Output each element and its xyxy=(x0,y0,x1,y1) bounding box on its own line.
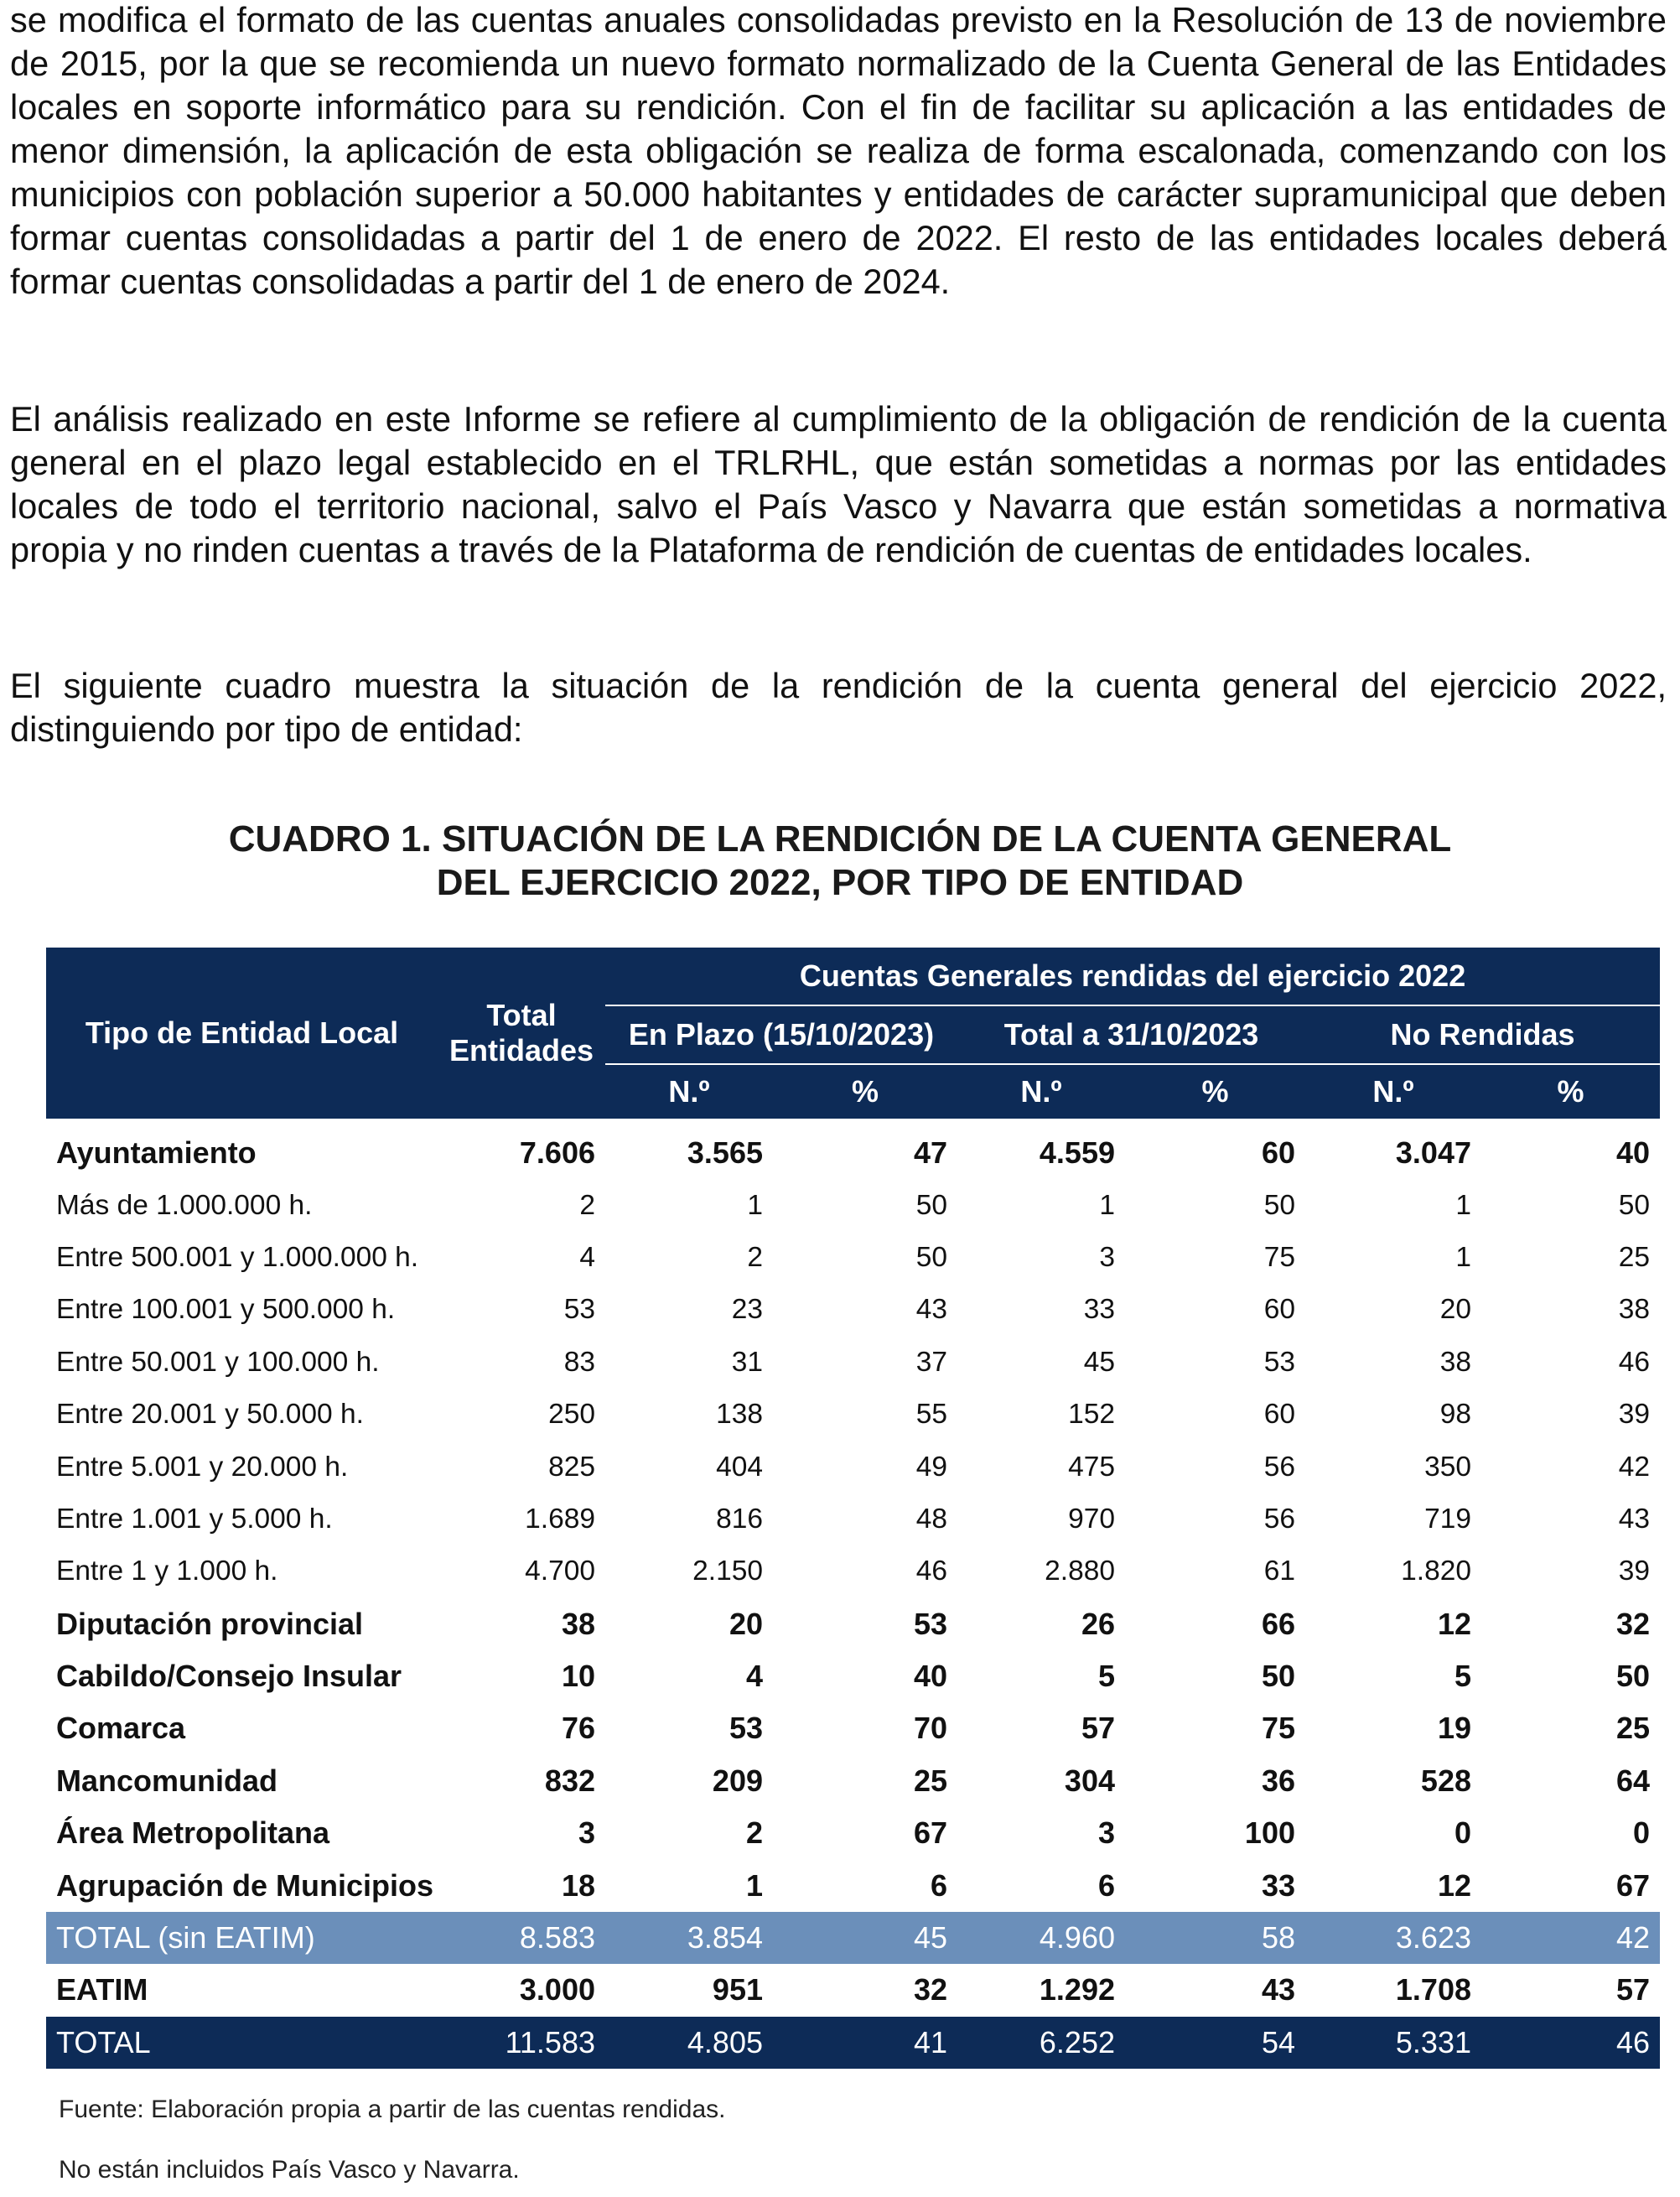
cell-no-rendidas-pct: 25 xyxy=(1616,1711,1651,1746)
cell-total-a-pct: 60 xyxy=(1263,1399,1295,1431)
cell-en-plazo-n: 31 xyxy=(731,1346,763,1378)
cell-en-plazo-pct: 41 xyxy=(773,2017,957,2069)
cell-no-rendidas-n: 20 xyxy=(1439,1294,1471,1326)
cell-no-rendidas-pct: 43 xyxy=(1618,1503,1651,1535)
header-total-line1: Total xyxy=(486,998,557,1032)
cell-total-a-n: 304 xyxy=(1064,1763,1115,1798)
cell-en-plazo-pct: 47 xyxy=(913,1135,947,1171)
cell-total-a-n: 3 xyxy=(1099,1241,1115,1273)
cell-no-rendidas-n: 1.820 xyxy=(1401,1556,1471,1587)
cell-no-rendidas-n: 1 xyxy=(1455,1241,1471,1273)
cell-total-a-n: 475 xyxy=(1068,1451,1115,1483)
header-n-no-rendidas: N.º xyxy=(1305,1064,1481,1119)
cell-total-entidades: 38 xyxy=(561,1606,595,1641)
paragraph-1: se modifica el formato de las cuentas anuales consolidadas previsto en la Resolución de 13 de noviembre de 2015, por la que se recomienda un nuevo formato normalizado de la Cuenta General de las Entidades locales en soporte informático para su rendición. Con el fin de facilitar su aplicación a las entidades de menor dimensión, la aplicación de esta obligación se realiza de forma escalonada, comenzando con los municipios con población superior a 50.000 habitantes y entidades de carácter supramunicipal que deben formar cuentas consolidadas a partir del 1 de enero de 2022. El resto de las entidades locales deberá formar cuentas consolidadas a partir del 1 de enero de 2024. xyxy=(10,0,1667,301)
row-label: TOTAL xyxy=(46,2017,438,2069)
cell-total-a-n: 4.960 xyxy=(957,1912,1125,1964)
cell-no-rendidas-n: 12 xyxy=(1437,1867,1471,1903)
table-row xyxy=(46,1598,1660,1650)
cell-en-plazo-pct: 50 xyxy=(915,1241,947,1273)
cell-total-a-pct: 56 xyxy=(1263,1503,1295,1535)
cell-total-a-pct: 53 xyxy=(1263,1346,1295,1378)
cell-total-a-pct: 50 xyxy=(1263,1189,1295,1221)
row-label: Ayuntamiento xyxy=(56,1135,257,1171)
cell-no-rendidas-n: 3.047 xyxy=(1395,1135,1471,1171)
cell-en-plazo-n: 3.854 xyxy=(605,1912,773,1964)
cell-en-plazo-n: 1 xyxy=(747,1189,763,1221)
row-label: Entre 50.001 y 100.000 h. xyxy=(56,1346,380,1378)
cell-total-entidades: 11.583 xyxy=(438,2017,605,2069)
cell-en-plazo-n: 138 xyxy=(716,1399,763,1431)
cell-total-a-n: 2.880 xyxy=(1045,1556,1115,1587)
header-pct-total-a: % xyxy=(1125,1064,1305,1119)
cell-total-a-pct: 50 xyxy=(1261,1659,1295,1694)
table-row xyxy=(46,1545,1660,1597)
cell-no-rendidas-pct: 42 xyxy=(1618,1451,1651,1483)
cell-en-plazo-pct: 67 xyxy=(913,1815,947,1851)
header-total-entidades xyxy=(438,948,605,1119)
header-total-a: Total a 31/10/2023 xyxy=(957,1005,1305,1064)
cell-no-rendidas-n: 1 xyxy=(1455,1189,1471,1221)
cell-total-entidades: 2 xyxy=(579,1189,595,1221)
cell-en-plazo-n: 23 xyxy=(731,1294,763,1326)
cell-en-plazo-pct: 50 xyxy=(915,1189,947,1221)
cell-en-plazo-n: 53 xyxy=(729,1711,763,1746)
table-row xyxy=(46,1337,1660,1389)
cell-total-entidades: 10 xyxy=(561,1659,595,1694)
cell-total-a-pct: 60 xyxy=(1263,1294,1295,1326)
cell-total-entidades: 3 xyxy=(578,1815,595,1851)
cell-total-a-pct: 43 xyxy=(1261,1972,1295,2007)
cell-total-entidades: 3.000 xyxy=(519,1972,595,2007)
cell-total-entidades: 4.700 xyxy=(525,1556,595,1587)
table-row xyxy=(46,1179,1660,1231)
cell-en-plazo-pct: 43 xyxy=(915,1294,947,1326)
cell-no-rendidas-n: 719 xyxy=(1424,1503,1471,1535)
table-row xyxy=(46,1119,1660,1179)
table-row xyxy=(46,2017,1660,2069)
cell-en-plazo-n: 2 xyxy=(747,1241,763,1273)
cell-total-a-n: 1 xyxy=(1099,1189,1115,1221)
cell-total-a-pct: 75 xyxy=(1263,1241,1295,1273)
cell-no-rendidas-n: 38 xyxy=(1439,1346,1471,1378)
cell-total-a-n: 970 xyxy=(1068,1503,1115,1535)
cell-total-a-n: 45 xyxy=(1083,1346,1115,1378)
row-label: Entre 100.001 y 500.000 h. xyxy=(56,1294,396,1326)
cell-no-rendidas-n: 528 xyxy=(1420,1763,1471,1798)
cell-no-rendidas-pct: 32 xyxy=(1616,1606,1651,1641)
table-row xyxy=(46,1859,1660,1911)
cell-total-entidades: 7.606 xyxy=(519,1135,595,1171)
table-row xyxy=(46,1493,1660,1545)
row-label: Entre 20.001 y 50.000 h. xyxy=(56,1399,364,1431)
row-label: Cabildo/Consejo Insular xyxy=(56,1659,402,1694)
cell-no-rendidas-pct: 0 xyxy=(1633,1815,1651,1851)
cell-en-plazo-n: 1 xyxy=(745,1867,763,1903)
cell-total-entidades: 83 xyxy=(563,1346,595,1378)
cell-no-rendidas-pct: 40 xyxy=(1616,1135,1651,1171)
cell-en-plazo-pct: 40 xyxy=(913,1659,947,1694)
table-row xyxy=(46,1702,1660,1754)
cell-total-a-n: 33 xyxy=(1083,1294,1115,1326)
table-row xyxy=(46,1807,1660,1859)
header-no-rendidas: No Rendidas xyxy=(1305,1005,1660,1064)
cell-total-entidades: 76 xyxy=(561,1711,595,1746)
cell-total-a-n: 4.559 xyxy=(1039,1135,1115,1171)
cell-no-rendidas-pct: 42 xyxy=(1481,1912,1660,1964)
cell-total-a-pct: 54 xyxy=(1125,2017,1305,2069)
cell-en-plazo-n: 4.805 xyxy=(605,2017,773,2069)
paragraph-3: El siguiente cuadro muestra la situación de la rendición de la cuenta general del ejercicio 2022, distinguiendo por tipo de entidad: xyxy=(10,666,1667,749)
cell-en-plazo-pct: 37 xyxy=(915,1346,947,1378)
cell-en-plazo-pct: 6 xyxy=(930,1867,947,1903)
cell-en-plazo-pct: 45 xyxy=(773,1912,957,1964)
cell-en-plazo-pct: 55 xyxy=(915,1399,947,1431)
table-row xyxy=(46,1912,1660,1964)
cell-no-rendidas-pct: 39 xyxy=(1618,1556,1651,1587)
cell-total-a-n: 6 xyxy=(1097,1867,1115,1903)
cell-no-rendidas-n: 12 xyxy=(1437,1606,1471,1641)
cell-total-a-pct: 60 xyxy=(1261,1135,1295,1171)
cell-en-plazo-n: 2 xyxy=(745,1815,763,1851)
row-label: Diputación provincial xyxy=(56,1606,364,1641)
cell-no-rendidas-pct: 57 xyxy=(1616,1972,1651,2007)
cell-no-rendidas-pct: 39 xyxy=(1618,1399,1651,1431)
table-row xyxy=(46,1441,1660,1493)
cell-no-rendidas-pct: 50 xyxy=(1618,1189,1651,1221)
header-pct-en-plazo: % xyxy=(773,1064,957,1119)
table-row xyxy=(46,1389,1660,1441)
header-total-line2: Entidades xyxy=(449,1033,594,1067)
cell-no-rendidas-n: 3.623 xyxy=(1305,1912,1481,1964)
cell-no-rendidas-n: 1.708 xyxy=(1395,1972,1471,2007)
cell-total-entidades: 18 xyxy=(561,1867,595,1903)
table-row xyxy=(46,1964,1660,2016)
exclusion-note: No están incluidos País Vasco y Navarra. xyxy=(59,2156,520,2184)
cell-total-entidades: 53 xyxy=(563,1294,595,1326)
cell-en-plazo-pct: 25 xyxy=(913,1763,947,1798)
cell-en-plazo-pct: 48 xyxy=(915,1503,947,1535)
row-label: Más de 1.000.000 h. xyxy=(56,1189,313,1221)
cell-no-rendidas-pct: 46 xyxy=(1618,1346,1651,1378)
table-row xyxy=(46,1284,1660,1336)
cell-total-entidades: 1.689 xyxy=(525,1503,595,1535)
cell-en-plazo-pct: 46 xyxy=(915,1556,947,1587)
cell-no-rendidas-n: 98 xyxy=(1439,1399,1471,1431)
cell-no-rendidas-pct: 46 xyxy=(1481,2017,1660,2069)
cell-no-rendidas-pct: 67 xyxy=(1616,1867,1651,1903)
row-label: Entre 1 y 1.000 h. xyxy=(56,1556,278,1587)
table-row xyxy=(46,1232,1660,1284)
cell-total-a-pct: 100 xyxy=(1244,1815,1295,1851)
cell-total-entidades: 250 xyxy=(548,1399,595,1431)
cell-total-a-n: 152 xyxy=(1068,1399,1115,1431)
cell-total-a-n: 5 xyxy=(1097,1659,1115,1694)
table-title xyxy=(0,818,1680,905)
table-title-line-1: CUADRO 1. SITUACIÓN DE LA RENDICIÓN DE LA CUENTA GENERAL xyxy=(228,818,1452,860)
cell-no-rendidas-pct: 25 xyxy=(1618,1241,1651,1273)
header-group: Cuentas Generales rendidas del ejercicio 2022 xyxy=(605,948,1660,1005)
cell-en-plazo-n: 951 xyxy=(712,1972,763,2007)
row-label: TOTAL (sin EATIM) xyxy=(46,1912,438,1964)
cell-no-rendidas-pct: 38 xyxy=(1618,1294,1651,1326)
cell-en-plazo-n: 2.150 xyxy=(692,1556,763,1587)
header-tipo: Tipo de Entidad Local xyxy=(46,948,438,1119)
cell-no-rendidas-pct: 64 xyxy=(1616,1763,1651,1798)
source-note: Fuente: Elaboración propia a partir de las cuentas rendidas. xyxy=(59,2096,726,2123)
cell-en-plazo-n: 3.565 xyxy=(687,1135,763,1171)
table-body xyxy=(46,1119,1660,2069)
row-label: Entre 1.001 y 5.000 h. xyxy=(56,1503,333,1535)
cell-total-a-n: 3 xyxy=(1097,1815,1115,1851)
cell-no-rendidas-pct: 50 xyxy=(1616,1659,1651,1694)
cell-en-plazo-pct: 32 xyxy=(913,1972,947,2007)
cell-total-a-n: 57 xyxy=(1081,1711,1115,1746)
table-row xyxy=(46,1650,1660,1702)
cell-total-entidades: 832 xyxy=(544,1763,595,1798)
cell-en-plazo-pct: 53 xyxy=(913,1606,947,1641)
row-label: Área Metropolitana xyxy=(56,1815,330,1851)
cell-total-entidades: 8.583 xyxy=(438,1912,605,1964)
cell-en-plazo-pct: 70 xyxy=(913,1711,947,1746)
cell-no-rendidas-n: 19 xyxy=(1437,1711,1471,1746)
row-label: EATIM xyxy=(56,1972,148,2007)
cell-total-a-pct: 66 xyxy=(1261,1606,1295,1641)
cell-total-a-n: 6.252 xyxy=(957,2017,1125,2069)
cell-total-a-pct: 75 xyxy=(1261,1711,1295,1746)
table-title-line-2: DEL EJERCICIO 2022, POR TIPO DE ENTIDAD xyxy=(436,862,1244,903)
header-pct-no-rendidas: % xyxy=(1481,1064,1660,1119)
cell-total-a-pct: 56 xyxy=(1263,1451,1295,1483)
header-n-total-a: N.º xyxy=(957,1064,1125,1119)
cell-en-plazo-n: 20 xyxy=(729,1606,763,1641)
cell-total-a-pct: 33 xyxy=(1261,1867,1295,1903)
row-label: Entre 5.001 y 20.000 h. xyxy=(56,1451,349,1483)
cell-total-entidades: 825 xyxy=(548,1451,595,1483)
paragraph-2: El análisis realizado en este Informe se refiere al cumplimiento de la obligación de rendición de la cuenta general en el plazo legal establecido en el TRLRHL, que están sometidas a normas por las entidades locales de todo el territorio nacional, salvo el País Vasco y Navarra que están sometidas a normativa propia y no rinden cuentas a través de la Plataforma de rendición de cuentas de entidades locales. xyxy=(10,399,1667,569)
cell-total-a-n: 26 xyxy=(1081,1606,1115,1641)
cell-total-a-n: 1.292 xyxy=(1039,1972,1115,2007)
cell-total-a-pct: 58 xyxy=(1125,1912,1305,1964)
summary-table xyxy=(46,948,1660,2069)
cell-en-plazo-n: 816 xyxy=(716,1503,763,1535)
cell-en-plazo-n: 4 xyxy=(745,1659,763,1694)
row-label: Comarca xyxy=(56,1711,186,1746)
header-en-plazo: En Plazo (15/10/2023) xyxy=(605,1005,957,1064)
cell-total-entidades: 4 xyxy=(579,1241,595,1273)
row-label: Entre 500.001 y 1.000.000 h. xyxy=(56,1241,419,1273)
cell-no-rendidas-n: 350 xyxy=(1424,1451,1471,1483)
cell-en-plazo-n: 209 xyxy=(712,1763,763,1798)
cell-en-plazo-pct: 49 xyxy=(915,1451,947,1483)
cell-no-rendidas-n: 0 xyxy=(1454,1815,1471,1851)
row-label: Agrupación de Municipios xyxy=(56,1867,434,1903)
cell-en-plazo-n: 404 xyxy=(716,1451,763,1483)
cell-total-a-pct: 61 xyxy=(1263,1556,1295,1587)
cell-no-rendidas-n: 5.331 xyxy=(1305,2017,1481,2069)
table-row xyxy=(46,1755,1660,1807)
header-n-en-plazo: N.º xyxy=(605,1064,773,1119)
table-notes xyxy=(59,2088,725,2192)
cell-no-rendidas-n: 5 xyxy=(1454,1659,1471,1694)
row-label: Mancomunidad xyxy=(56,1763,278,1798)
cell-total-a-pct: 36 xyxy=(1261,1763,1295,1798)
